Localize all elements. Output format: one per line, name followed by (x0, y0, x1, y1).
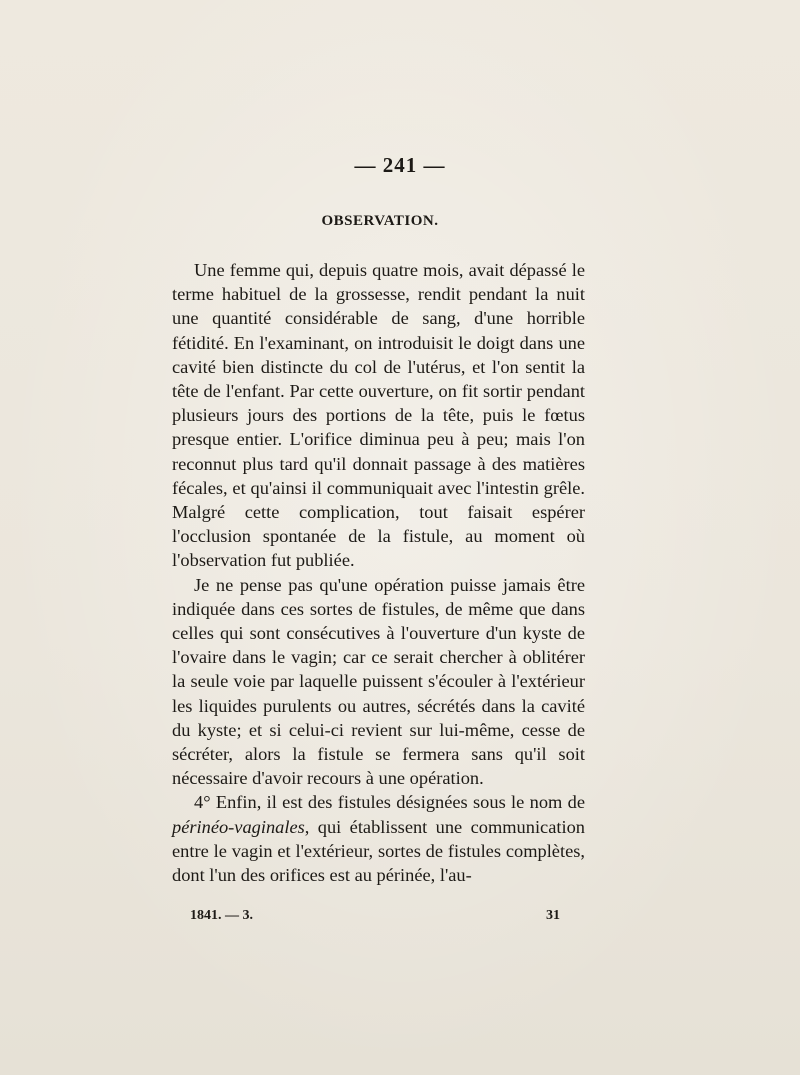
paragraph-3 (172, 790, 585, 887)
paragraph-2: Je ne pense pas qu'une opération puisse jamais être indiquée dans ces sortes de fistules, de même que dans celles qui sont consécutives à l'ouverture d'un kyste de l'ovaire dans le vagin; car ce serait chercher à oblitérer la seule voie par laquelle puissent s'écouler à l'extérieur les liquides purulents ou autres, sécrétés dans la cavité du kyste; et si celui-ci revient sur lui-même, cesse de sécréter, alors la fistule se fermera sans qu'il soit nécessaire d'avoir recours à une opération. (172, 574, 585, 789)
paragraph-3-lead: 4° Enfin, il est des fistules désignées sous le nom de (194, 792, 585, 813)
printer-signature: 1841. — 3. (190, 908, 253, 923)
bleed-through-texture (180, 178, 620, 203)
sheet-number: 31 (546, 908, 560, 923)
paragraph-3-rest: , qui établissent une communication entre le vagin et l'extérieur, sortes de fistules complètes, dont l'un des orifices est au périnée, l'au- (172, 816, 585, 886)
section-heading: OBSERVATION. (321, 213, 439, 229)
paragraph-1: Une femme qui, depuis quatre mois, avait dépassé le terme habituel de la grossesse, rendit pendant la nuit une quantité considérable de sang, d'une horrible fétidité. En l'examinant, on introduisit le doigt dans une cavité bien distincte du col de l'utérus, et l'on sentit la tête de l'enfant. Par cette ouverture, on fit sortir pendant plusieurs jours des portions de la tête, puis le fœtus presque entier. L'orifice diminua peu à peu; mais l'on reconnut plus tard qu'il donnait passage à des matières fécales, et qu'ainsi il communiquait avec l'intestin grêle. Malgré cette complication, tout faisait espérer l'occlusion spontanée de la fistule, au moment où l'observation fut publiée. (172, 260, 585, 571)
body-text (172, 258, 585, 887)
paragraph-3-term: périnéo-vaginales (172, 816, 305, 837)
page-number: — 241 — (354, 153, 446, 177)
